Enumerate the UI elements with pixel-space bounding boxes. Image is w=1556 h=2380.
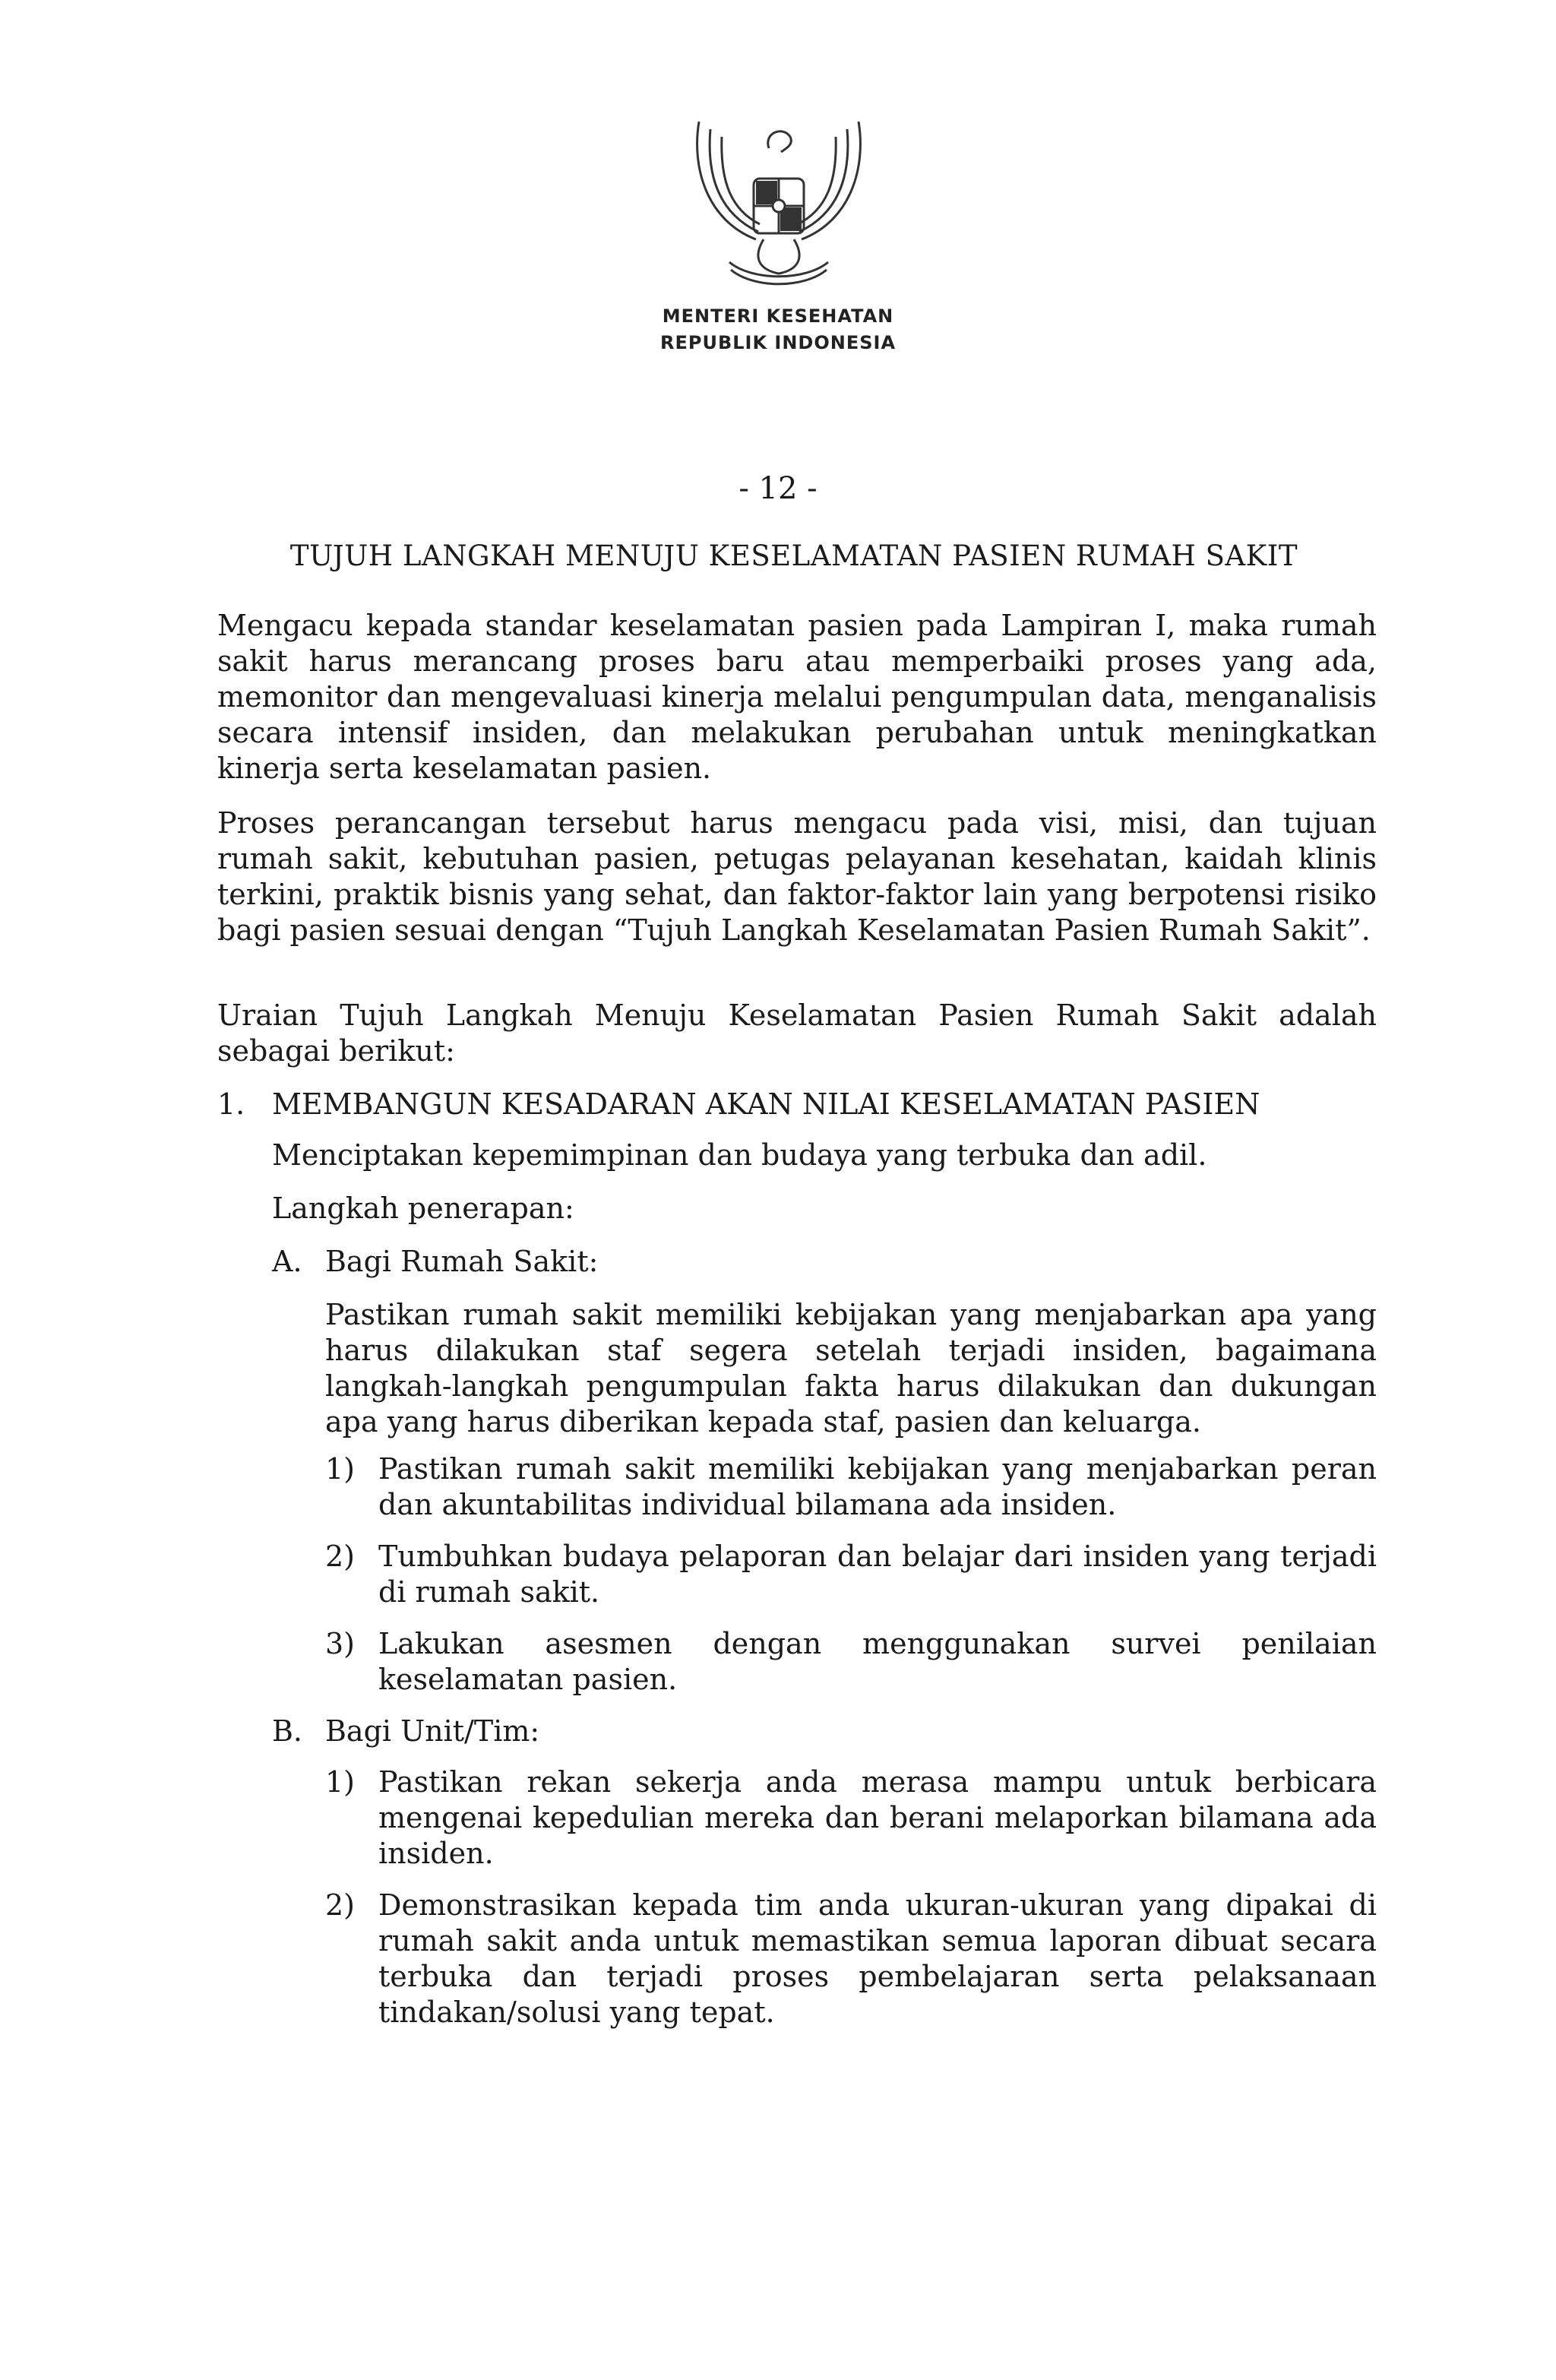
section-heading: [217, 1087, 1377, 1122]
subsection-b-label: B.: [272, 1714, 303, 1748]
list-item: [325, 1539, 1377, 1610]
list-item-text: Tumbuhkan budaya pelaporan dan belajar dari insiden yang terjadi di rumah sakit.: [378, 1540, 1377, 1609]
garuda-emblem-icon: [684, 106, 874, 296]
list-item-label: 2): [325, 1888, 356, 1922]
list-item: [325, 1888, 1377, 2030]
subsection-a: [272, 1244, 1377, 1280]
paragraph-1: Mengacu kepada standar keselamatan pasien pada Lampiran I, maka rumah sakit harus merancang proses baru atau memperbaiki proses yang ada, memonitor dan mengevaluasi kinerja melalui pengumpulan data, menganalisis secara intensif insiden, dan melakukan perubahan untuk meningkatkan kinerja serta keselamatan pasien.: [217, 609, 1377, 785]
subsection-a-text: Pastikan rumah sakit memiliki kebijakan yang menjabarkan apa yang harus dilakukan staf segera setelah terjadi insiden, bagaimana langkah-langkah pengumpulan fakta harus dilakukan dan dukungan apa yang harus diberikan kepada staf, pasien dan keluarga.: [325, 1298, 1377, 1438]
ministry-line-1: MENTERI KESEHATAN: [662, 305, 894, 327]
list-item-text: Demonstrasikan kepada tim anda ukuran-ukuran yang dipakai di rumah sakit anda untuk memastikan semua laporan dibuat secara terbuka dan terjadi proses pembelajaran serta pelaksanaan tindakan/solusi yang tepat.: [378, 1888, 1377, 2029]
section-intro: Menciptakan kepemimpinan dan budaya yang terbuka dan adil.: [272, 1138, 1207, 1172]
subsection-a-label: A.: [272, 1245, 302, 1278]
subsection-b-heading: Bagi Unit/Tim:: [325, 1714, 540, 1748]
ministry-line-2: REPUBLIK INDONESIA: [659, 332, 897, 353]
steps-label: Langkah penerapan:: [272, 1192, 574, 1225]
list-item: [325, 1626, 1377, 1698]
list-item-label: 2): [325, 1540, 356, 1573]
list-item-label: 1): [325, 1452, 356, 1486]
list-item-text: Pastikan rumah sakit memiliki kebijakan yang menjabarkan peran dan akuntabilitas individual bilamana ada insiden.: [378, 1452, 1377, 1521]
page-number: - 12 -: [738, 471, 818, 506]
list-item-label: 3): [325, 1627, 356, 1660]
list-item-text: Lakukan asesmen dengan menggunakan survei penilaian keselamatan pasien.: [378, 1627, 1377, 1696]
document-title: TUJUH LANGKAH MENUJU KESELAMATAN PASIEN RUMAH SAKIT: [289, 540, 1298, 572]
subsection-b: [272, 1714, 1377, 1749]
list-item: [325, 1764, 1377, 1872]
section-heading-text: MEMBANGUN KESADARAN AKAN NILAI KESELAMATAN PASIEN: [272, 1087, 1260, 1121]
paragraph-2: Proses perancangan tersebut harus mengacu pada visi, misi, dan tujuan rumah sakit, kebutuhan pasien, petugas pelayanan kesehatan, kaidah klinis terkini, praktik bisnis yang sehat, dan faktor-faktor lain yang berpotensi risiko bagi pasien sesuai dengan “Tujuh Langkah Keselamatan Pasien Rumah Sakit”.: [217, 806, 1377, 947]
section-number: 1.: [217, 1087, 245, 1121]
list-item-text: Pastikan rekan sekerja anda merasa mampu untuk berbicara mengenai kepedulian mereka dan berani melaporkan bilamana ada insiden.: [378, 1765, 1377, 1870]
paragraph-3: Uraian Tujuh Langkah Menuju Keselamatan Pasien Rumah Sakit adalah sebagai berikut:: [217, 999, 1377, 1068]
subsection-a-heading: Bagi Rumah Sakit:: [325, 1245, 599, 1278]
list-item-label: 1): [325, 1765, 356, 1799]
list-item: [325, 1451, 1377, 1523]
